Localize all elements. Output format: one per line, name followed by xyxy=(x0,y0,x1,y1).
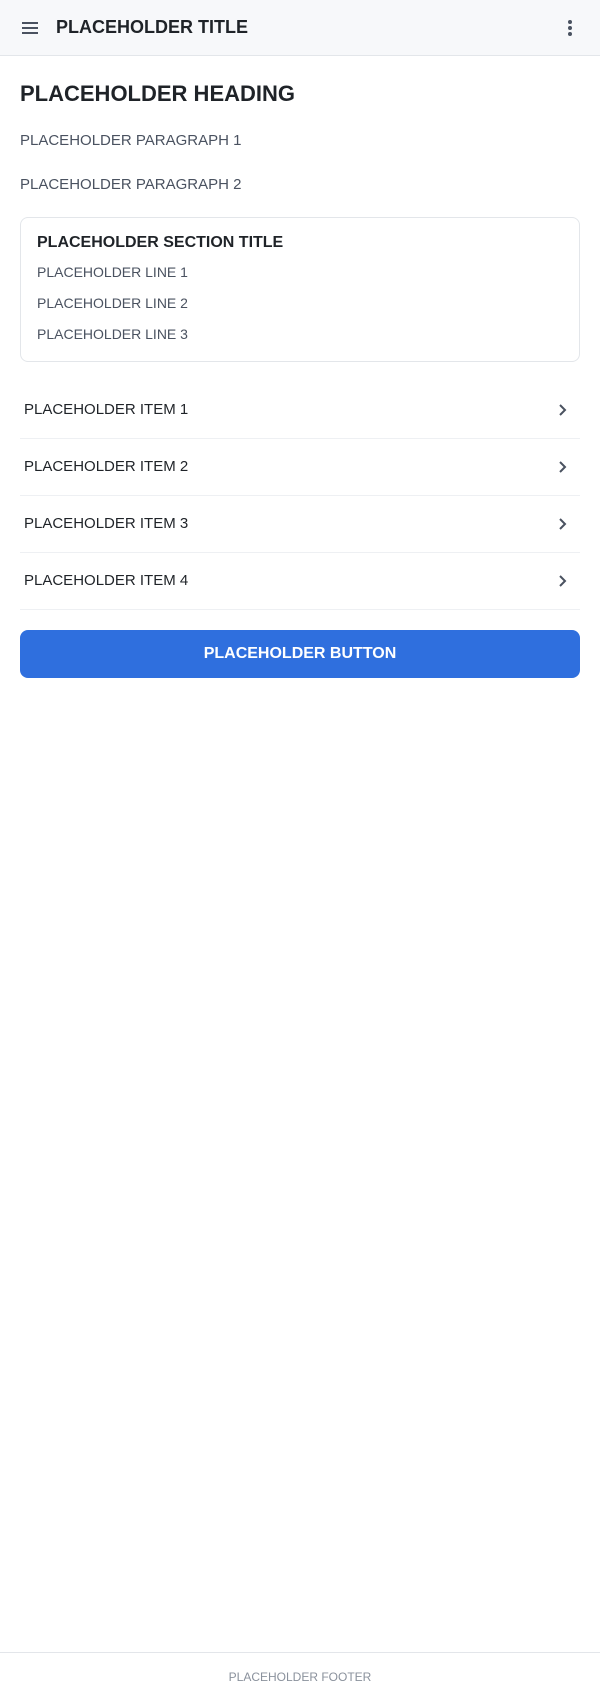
list-item-label: PLACEHOLDER ITEM 4 xyxy=(24,572,189,590)
list-item[interactable] xyxy=(20,553,580,610)
chevron-right-icon xyxy=(548,567,576,595)
main-heading: PLACEHOLDER HEADING xyxy=(20,81,296,106)
list-item[interactable] xyxy=(20,496,580,553)
page-title: PLACEHOLDER TITLE xyxy=(56,17,248,37)
chevron-right-icon xyxy=(548,396,576,424)
item-list xyxy=(20,382,580,610)
section-line-2: PLACEHOLDER LINE 2 xyxy=(37,294,188,311)
more-icon[interactable] xyxy=(556,14,584,42)
chevron-right-icon xyxy=(548,510,576,538)
section-line-1: PLACEHOLDER LINE 1 xyxy=(37,263,188,280)
info-section xyxy=(20,217,580,362)
paragraph-1: PLACEHOLDER PARAGRAPH 1 xyxy=(20,131,242,149)
footer xyxy=(0,1652,600,1700)
list-item-label: PLACEHOLDER ITEM 2 xyxy=(24,458,189,476)
list-item[interactable] xyxy=(20,439,580,496)
menu-icon[interactable] xyxy=(16,14,44,42)
chevron-right-icon xyxy=(548,453,576,481)
main-content xyxy=(0,56,600,1652)
primary-action-button[interactable]: PLACEHOLDER BUTTON xyxy=(20,630,580,678)
top-bar xyxy=(0,0,600,56)
list-item[interactable] xyxy=(20,382,580,439)
paragraph-2: PLACEHOLDER PARAGRAPH 2 xyxy=(20,175,242,193)
footer-text: PLACEHOLDER FOOTER xyxy=(228,1669,372,1684)
section-line-3: PLACEHOLDER LINE 3 xyxy=(37,325,188,342)
list-item-label: PLACEHOLDER ITEM 1 xyxy=(24,401,189,419)
section-title: PLACEHOLDER SECTION TITLE xyxy=(37,233,284,251)
list-item-label: PLACEHOLDER ITEM 3 xyxy=(24,515,189,533)
